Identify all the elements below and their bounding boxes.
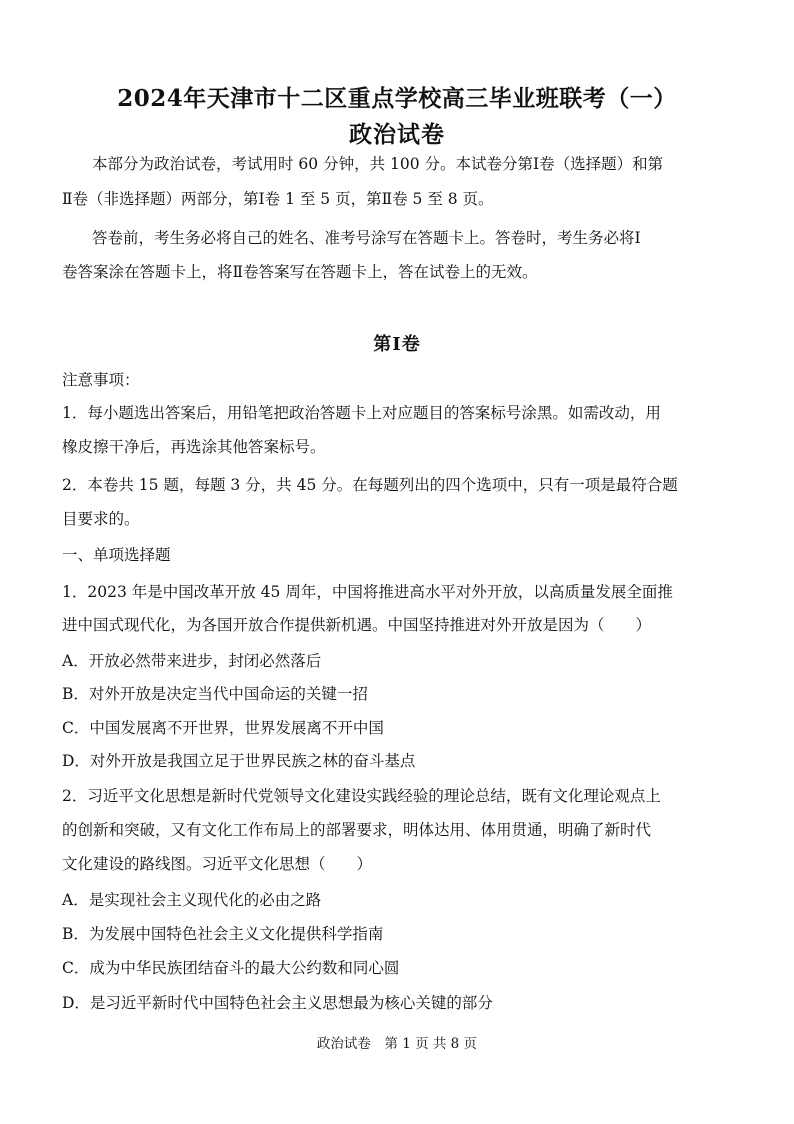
- note-2-line-1: 2．本卷共 15 题，每题 3 分，共 45 分。在每题列出的四个选项中，只有一项是最符合题: [62, 476, 678, 494]
- question-1-option-a: A．开放必然带来进步，封闭必然落后: [62, 652, 322, 670]
- exam-title: 2024年天津市十二区重点学校高三毕业班联考（一）: [117, 85, 677, 112]
- exam-subtitle: 政治试卷: [349, 121, 445, 148]
- question-2-line-1: 2．习近平文化思想是新时代党领导文化建设实践经验的理论总结，既有文化理论观点上: [62, 787, 661, 805]
- question-2-line-2: 的创新和突破，又有文化工作布局上的部署要求，明体达用、体用贯通，明确了新时代: [62, 821, 652, 839]
- question-1-line-1: 1．2023 年是中国改革开放 45 周年，中国将推进高水平对外开放，以高质量发展全面推: [62, 583, 673, 601]
- page-footer: 政治试卷 第 1 页 共 8 页: [316, 1036, 478, 1052]
- question-2-option-d: D．是习近平新时代中国特色社会主义思想最为核心关键的部分: [62, 994, 493, 1012]
- intro-paragraph-1-line-1: 本部分为政治试卷，考试用时 60 分钟，共 100 分。本试卷分第Ⅰ卷（选择题）和第: [92, 155, 664, 173]
- question-1-line-2: 进中国式现代化，为各国开放合作提供新机遇。中国坚持推进对外开放是因为（ ）: [62, 616, 652, 634]
- question-1-option-b: B．对外开放是决定当代中国命运的关键一招: [62, 685, 368, 703]
- question-2-option-a: A．是实现社会主义现代化的必由之路: [62, 891, 322, 909]
- question-2-option-c: C．成为中华民族团结奋斗的最大公约数和同心圆: [62, 959, 400, 977]
- section-heading: 第Ⅰ卷: [373, 334, 421, 355]
- intro-paragraph-1-line-2: Ⅱ卷（非选择题）两部分，第Ⅰ卷 1 至 5 页，第Ⅱ卷 5 至 8 页。: [62, 190, 494, 208]
- note-2-line-2: 目要求的。: [62, 510, 140, 528]
- question-1-option-d: D．对外开放是我国立足于世界民族之林的奋斗基点: [62, 752, 416, 770]
- part-label: 一、单项选择题: [62, 546, 171, 564]
- note-1-line-2: 橡皮擦干净后，再选涂其他答案标号。: [62, 438, 326, 456]
- question-2-line-3: 文化建设的路线图。习近平文化思想（ ）: [62, 855, 373, 873]
- notes-label: 注意事项：: [62, 371, 140, 389]
- question-1-option-c: C．中国发展离不开世界，世界发展离不开中国: [62, 719, 384, 737]
- note-1-line-1: 1．每小题选出答案后，用铅笔把政治答题卡上对应题目的答案标号涂黑。如需改动，用: [62, 404, 661, 422]
- intro-paragraph-2-line-1: 答卷前，考生务必将自己的姓名、准考号涂写在答题卡上。答卷时，考生务必将Ⅰ: [92, 229, 641, 247]
- intro-paragraph-2-line-2: 卷答案涂在答题卡上，将Ⅱ卷答案写在答题卡上，答在试卷上的无效。: [62, 263, 538, 281]
- question-2-option-b: B．为发展中国特色社会主义文化提供科学指南: [62, 925, 384, 943]
